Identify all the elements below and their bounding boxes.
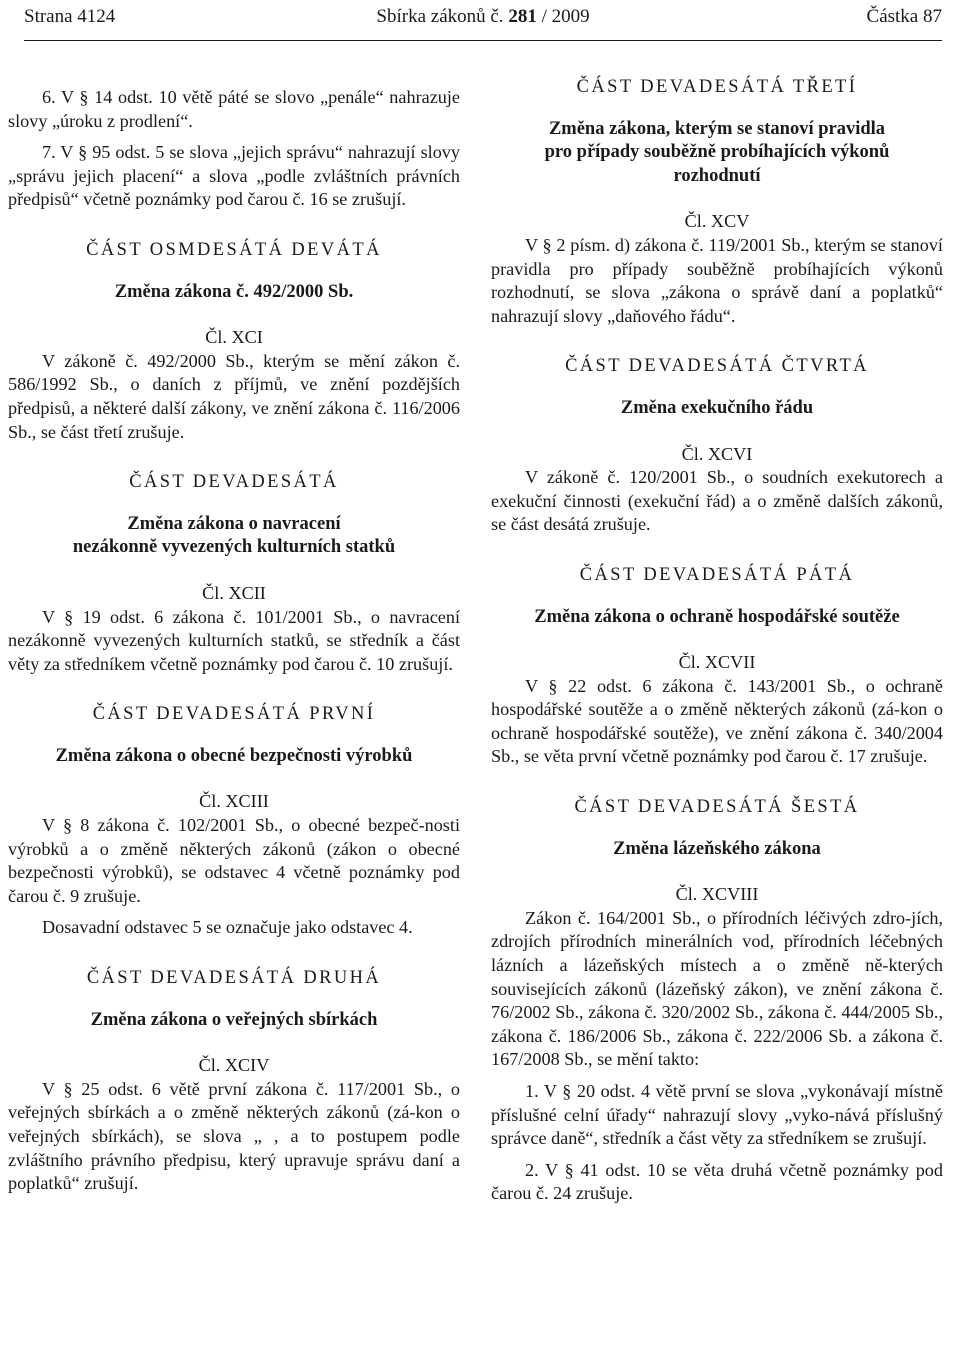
article-xciii-text: V § 8 zákona č. 102/2001 Sb., o obecné bezpeč-nosti výrobků a o změně některých zákonů (zákon o obecné bezpečnosti výrobků), se odstavec 4 včetně poznámky pod čarou č. 9 zrušuje. — [8, 815, 460, 906]
part-95-title: ČÁST DEVADESÁTÁ PÁTÁ — [579, 564, 855, 585]
part-90-subject-line2: nezákonně vyvezených kulturních statků — [72, 537, 396, 558]
collection-label — [376, 4, 589, 30]
article-xcv: Čl. XCV — [684, 211, 750, 232]
part-93-subject-line3: rozhodnutí — [673, 165, 761, 186]
collection-year: / 2009 — [541, 6, 590, 27]
left-column — [8, 86, 460, 1196]
part-91-title: ČÁST DEVADESÁTÁ PRVNÍ — [92, 704, 376, 725]
article-xciii-text-2: Dosavadní odstavec 5 se označuje jako odstavec 4. — [42, 917, 413, 938]
paragraph-item-6: 6. V § 14 odst. 10 větě páté se slovo „penále“ nahrazuje slovy „úroku z prodlení“. — [8, 87, 460, 131]
article-xciii: Čl. XCIII — [199, 791, 269, 812]
article-xci-text: V zákoně č. 492/2000 Sb., kterým se mění zákon č. 586/1992 Sb., o daních z příjmů, ve znění pozdějších předpisů, a některé další zákony, ve znění zákona č. 116/2006 Sb., se část třetí zrušuje. — [8, 350, 460, 442]
part-96-title: ČÁST DEVADESÁTÁ ŠESTÁ — [574, 797, 860, 818]
article-xciv: Čl. XCIV — [198, 1055, 270, 1076]
header-rule — [24, 40, 942, 41]
part-93-title: ČÁST DEVADESÁTÁ TŘETÍ — [576, 77, 858, 97]
part-92-title: ČÁST DEVADESÁTÁ DRUHÁ — [86, 968, 382, 989]
part-94-subject: Změna exekučního řádu — [620, 397, 814, 418]
part-94-title: ČÁST DEVADESÁTÁ ČTVRTÁ — [565, 356, 869, 377]
article-xci: Čl. XCI — [205, 327, 263, 348]
article-xcviii: Čl. XCVIII — [675, 884, 759, 905]
article-xcvii: Čl. XCVII — [678, 652, 756, 673]
part-96-subject: Změna lázeňského zákona — [613, 838, 821, 859]
part-89-subject: Změna zákona č. 492/2000 Sb. — [114, 281, 354, 302]
part-89-title: ČÁST OSMDESÁTÁ DEVÁTÁ — [86, 239, 382, 260]
collection-number: 281 — [508, 6, 537, 27]
issue-part: Částka 87 — [866, 6, 942, 27]
page-header — [24, 4, 942, 30]
part-90-subject-line1: Změna zákona o navracení — [127, 513, 341, 534]
amendment-item-2: 2. V § 41 odst. 10 se věta druhá včetně poznámky pod čarou č. 24 zrušuje. — [491, 1159, 943, 1204]
amendment-item-1: 1. V § 20 odst. 4 větě první se slova „vykonávají místně příslušné celní úřady“ nahrazují slovy „vyko-nává příslušný správce daně“, středník a část věty za středníkem se zrušují. — [491, 1081, 943, 1149]
part-93-subject-line2: pro případy souběžně probíhajících výkonů — [544, 142, 890, 163]
article-xcv-text: V § 2 písm. d) zákona č. 119/2001 Sb., kterým se stanoví pravidla pro případy souběžně probíhajících výkonů rozhodnutí, se slova „zákona o správě daní a poplatků“ nahrazují slovy „daňového řádu“. — [491, 234, 943, 326]
part-95-subject: Změna zákona o ochraně hospodářské soutěže — [534, 606, 900, 627]
article-xcii-text: V § 19 odst. 6 zákona č. 101/2001 Sb., o navracení nezákonně vyvezených kulturních statků, se středník a část věty za středníkem včetně poznámky pod čarou č. 10 zrušují. — [8, 606, 460, 674]
part-91-subject: Změna zákona o obecné bezpečnosti výrobků — [55, 745, 413, 766]
article-xcvii-text: V § 22 odst. 6 zákona č. 143/2001 Sb., o ochraně hospodářské soutěže a o změně některých zákonů (zá-kon o ochraně hospodářské soutěže), ve znění zákona č. 340/2004 Sb., se věta první včetně poznámky pod čarou č. 17 zrušuje. — [491, 675, 943, 767]
right-column — [491, 76, 943, 1206]
article-xcii: Čl. XCII — [202, 582, 266, 603]
part-92-subject: Změna zákona o veřejných sbírkách — [90, 1009, 378, 1030]
article-xcviii-text: Zákon č. 164/2001 Sb., o přírodních léčivých zdro-jích, zdrojích přírodních minerálních vod, přírodních léčebných lázních a lázeňských místech a o změně ně-kterých souvisejících zákonů (lázeňský zákon), ve znění zákona č. 76/2002 Sb., zákona č. 320/2002 Sb., zákona č. 444/2005 Sb., zákona č. 186/2006 Sb., zákona č. 222/2006 Sb. a zákona č. 167/2008 Sb., se mění takto: — [491, 907, 943, 1070]
part-93-subject-line1: Změna zákona, kterým se stanoví pravidla — [548, 118, 886, 139]
collection-prefix: Sbírka zákonů č. — [376, 6, 504, 27]
part-90-title: ČÁST DEVADESÁTÁ — [129, 472, 339, 493]
page-number: Strana 4124 — [24, 6, 116, 27]
article-xciv-text: V § 25 odst. 6 větě první zákona č. 117/2001 Sb., o veřejných sbírkách a o změně některých zákonů (zá-kon o veřejných sbírkách), se slova „ , a to postupem podle zvláštního právního předpisu, který upravuje správu daní a poplatků“ zrušují. — [8, 1078, 460, 1194]
article-xcvi-text: V zákoně č. 120/2001 Sb., o soudních exekutorech a exekuční činnosti (exekuční řád) a o změně dalších zákonů, se část desátá zrušuje. — [491, 467, 943, 535]
article-xcvi: Čl. XCVI — [681, 443, 753, 464]
paragraph-item-7: 7. V § 95 odst. 5 se slova „jejich správu“ nahrazují slovy „správu jejich placení“ a slova „podle zvláštních právních předpisů“ včetně poznámky pod čarou č. 16 se zrušují. — [8, 142, 460, 210]
